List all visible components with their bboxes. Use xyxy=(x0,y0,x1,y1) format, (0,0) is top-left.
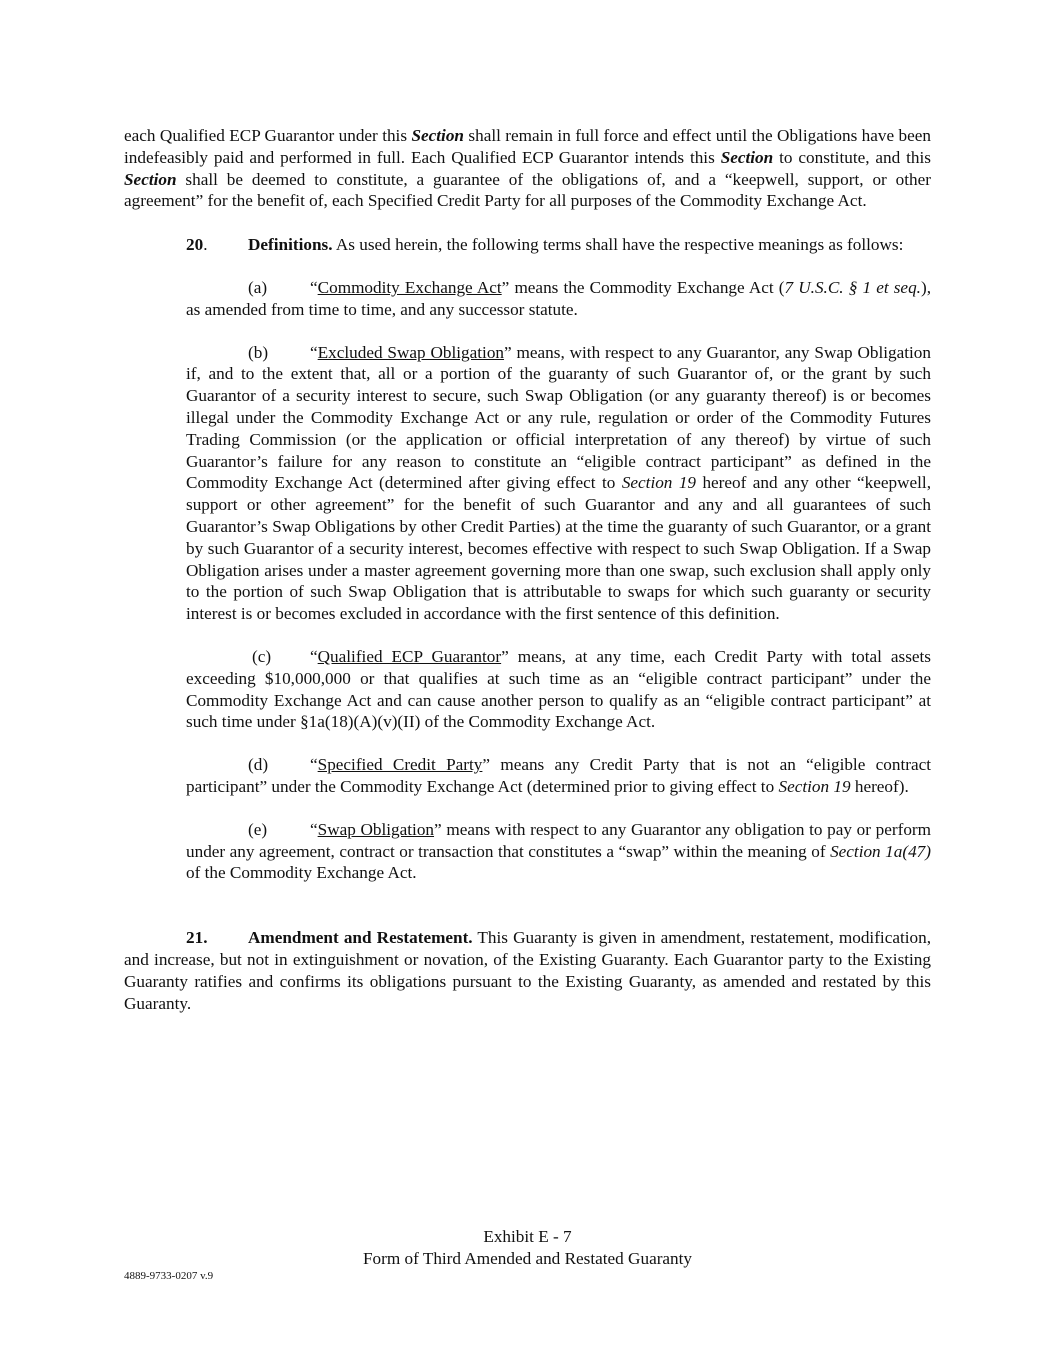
intro-section-ref-3: Section xyxy=(124,169,177,189)
section-21-heading: Amendment and Restatement. xyxy=(248,928,473,948)
definition-citation: Section 19 xyxy=(778,776,851,796)
intro-text-2: shall remain in full force and effect until the Obligations have been indefeasibly paid and performed in full. Each Qualified ECP Guarantor intends this xyxy=(124,126,931,167)
section-20-number xyxy=(186,234,248,256)
intro-text-3: to constitute, and this xyxy=(773,147,931,167)
definition-excluded-swap-obligation xyxy=(186,342,931,625)
definition-label: (c) xyxy=(252,646,272,666)
defined-term: Excluded Swap Obligation xyxy=(317,342,505,362)
definition-text: ” means the Commodity Exchange Act ( xyxy=(501,277,785,297)
definition-specified-credit-party xyxy=(186,754,931,798)
section-21-paragraph xyxy=(124,927,931,1014)
definition-citation: Section 1a(47) xyxy=(830,841,931,861)
definition-label: (a) xyxy=(248,277,268,297)
page-footer xyxy=(0,1226,1055,1270)
defined-term: Qualified ECP Guarantor xyxy=(317,646,502,666)
intro-paragraph xyxy=(124,125,931,212)
document-body xyxy=(124,125,931,1014)
defined-term: Specified Credit Party xyxy=(317,755,483,775)
definition-qualified-ecp-guarantor xyxy=(186,646,931,733)
section-20-heading: Definitions. xyxy=(248,235,333,255)
exhibit-page-number: Exhibit E - 7 xyxy=(483,1227,572,1246)
definition-text-end: hereof and any other “keepwell, support or other agreement” for the benefit of such Guarantor and any and all guarantees of such Guarantor’s Swap Obligations by other Credit Parties) at the time the guaranty of such Guarantor, or a grant by such Guarantor of a security interest, becomes effective with respect to such Swap Obligation. If a Swap Obligation arises under a master agreement governing more than one swap, such exclusion shall apply only to the portion of such Swap Obligation that is attributable to swaps for which such guaranty or security interest is or becomes excluded in accordance with the first sentence of this definition. xyxy=(186,473,931,624)
section-20-text: As used herein, the following terms shall have the respective meanings as follows: xyxy=(332,235,904,255)
intro-section-ref-2: Section xyxy=(720,147,774,167)
definition-text: ” means, with respect to any Guarantor, any Swap Obligation if, and to the extent that, all or a portion of the guaranty of such Guarantor of, or the grant by such Guarantor of a security interest to secure, such Swap Obligation (or any guaranty thereof) is or becomes illegal under the Commodity Exchange Act or any rule, regulation or order of the Commodity Futures Trading Commission (or the application or official interpretation of any thereof) by virtue of such Guarantor’s failure for any reason to constitute an “eligible contract participant” as defined in the Commodity Exchange Act (determined after giving effect to xyxy=(186,342,931,493)
section-21-number: 21. xyxy=(186,928,208,948)
defined-term: Swap Obligation xyxy=(317,819,435,839)
definition-label: (b) xyxy=(248,342,269,362)
definition-swap-obligation xyxy=(186,819,931,884)
defined-term: Commodity Exchange Act xyxy=(317,277,502,297)
open-quote: “ xyxy=(310,342,318,362)
open-quote: “ xyxy=(310,819,318,839)
section-21-text: This Guaranty is given in amendment, restatement, modification, and increase, but not in extinguishment or novation, of the Existing Guaranty. Each Guarantor party to the Existing Guaranty ratifies and confirms its obligations pursuant to the Existing Guaranty, as amended and restated by this Guaranty. xyxy=(124,928,931,1013)
definition-citation: 7 U.S.C. § 1 et seq. xyxy=(784,277,921,297)
definition-text: ” means with respect to any Guarantor any obligation to pay or perform under any agreement, contract or transaction that constitutes a “swap” within the meaning of xyxy=(186,819,931,861)
definition-text-end: ), as amended from time to time, and any successor statute. xyxy=(186,277,931,319)
definition-text: ” means, at any time, each Credit Party with total assets exceeding $10,000,000 or that qualifies at such time as an “eligible contract participant” under the Commodity Exchange Act and can cause another person to qualify as an “eligible contract participant” at such time under §1a(18)(A)(v)(II) of the Commodity Exchange Act. xyxy=(186,646,931,732)
definition-label: (e) xyxy=(248,819,268,839)
intro-text-1: each Qualified ECP Guarantor under this xyxy=(124,126,412,145)
open-quote: “ xyxy=(310,646,318,666)
definition-text-end: hereof). xyxy=(850,776,909,796)
definition-label: (d) xyxy=(248,755,269,775)
intro-section-ref-1: Section xyxy=(411,126,464,145)
document-id: 4889-9733-0207 v.9 xyxy=(124,1270,214,1282)
section-20-number-digits: 20 xyxy=(186,235,204,255)
section-20-number-suffix: . xyxy=(203,235,208,255)
definition-text: ” means any Credit Party that is not an “eligible contract participant” under the Commodity Exchange Act (determined prior to giving effect to xyxy=(186,755,931,796)
open-quote: “ xyxy=(310,277,318,297)
open-quote: “ xyxy=(310,755,318,775)
definition-text-end: of the Commodity Exchange Act. xyxy=(186,863,417,883)
form-title: Form of Third Amended and Restated Guaranty xyxy=(362,1249,693,1268)
definition-commodity-exchange-act xyxy=(186,277,931,321)
section-20-paragraph xyxy=(124,234,931,256)
definition-citation: Section 19 xyxy=(621,473,697,493)
intro-text-4: shall be deemed to constitute, a guarantee of the obligations of, and a “keepwell, support, or other agreement” for the benefit of, each Specified Credit Party for all purposes of the Commodity Exchange Act. xyxy=(124,169,931,211)
